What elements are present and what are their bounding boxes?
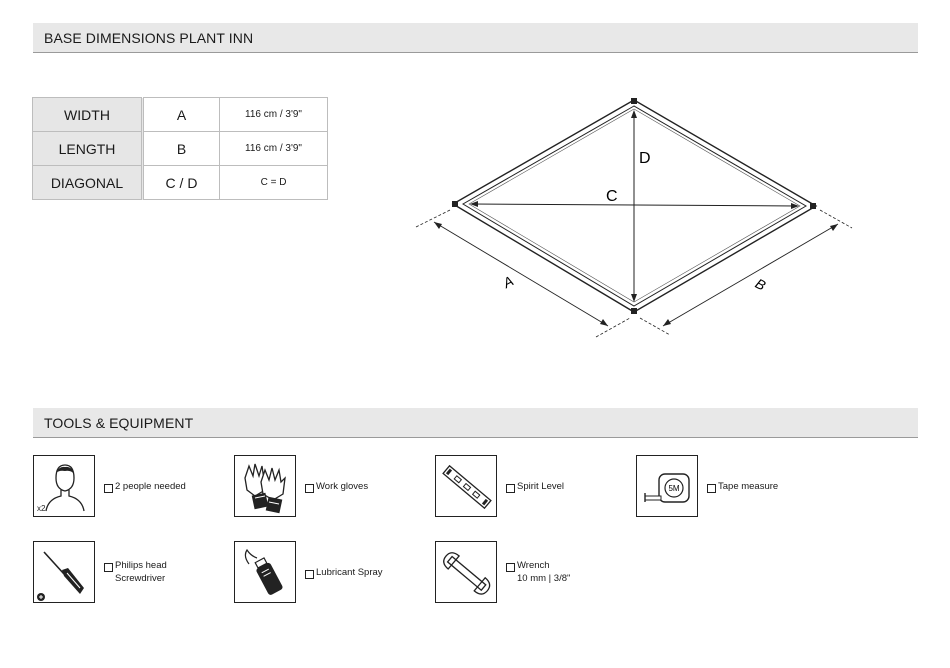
tools-equipment-header <box>33 408 918 438</box>
work-gloves-icon <box>235 456 297 518</box>
checkbox[interactable] <box>305 484 314 493</box>
section-title: TOOLS & EQUIPMENT <box>44 415 194 431</box>
table-row <box>33 132 328 166</box>
tool-icon-box <box>234 455 296 517</box>
diagram-label-b: B <box>752 275 769 294</box>
checkbox[interactable] <box>104 484 113 493</box>
dimension-label: LENGTH <box>33 132 143 166</box>
diagram-label-a: A <box>500 272 517 292</box>
diagram-label-d: D <box>639 150 651 167</box>
tool-label: 2 people needed <box>115 481 186 492</box>
tool-icon-box <box>33 541 95 603</box>
dimension-label: DIAGONAL <box>33 166 143 200</box>
dimensions-table <box>32 97 328 200</box>
spirit-level-icon <box>436 456 498 518</box>
tool-icon-box <box>435 541 497 603</box>
screwdriver-icon <box>34 542 96 604</box>
wrench-icon <box>436 542 498 604</box>
checkbox[interactable] <box>707 484 716 493</box>
checkbox[interactable] <box>305 570 314 579</box>
dimension-value: 116 cm / 3'9" <box>220 98 328 132</box>
tool-label: Lubricant Spray <box>316 567 383 578</box>
base-frame-diagram <box>408 90 858 345</box>
dimension-value: C = D <box>220 166 328 200</box>
checkbox[interactable] <box>506 563 515 572</box>
tool-icon-box <box>435 455 497 517</box>
tool-label-line2: Screwdriver <box>115 573 166 584</box>
dimension-value: 116 cm / 3'9" <box>220 132 328 166</box>
section-title: BASE DIMENSIONS PLANT INN <box>44 30 254 46</box>
checkbox[interactable] <box>506 484 515 493</box>
dimension-key: C / D <box>143 166 220 200</box>
diagram-label-c: C <box>606 188 618 205</box>
dimension-key: B <box>143 132 220 166</box>
tool-icon-box <box>234 541 296 603</box>
tool-label: Work gloves <box>316 481 369 492</box>
lubricant-spray-icon <box>235 542 297 604</box>
dimension-label: WIDTH <box>33 98 143 132</box>
tool-label: Tape measure <box>718 481 779 492</box>
table-row <box>33 98 328 132</box>
quantity-badge: x2 <box>37 504 46 513</box>
dimension-key: A <box>143 98 220 132</box>
tool-label-line2: 10 mm | 3/8" <box>517 573 571 584</box>
tool-label: Philips head <box>115 560 167 571</box>
tool-label: Wrench <box>517 560 550 571</box>
table-row <box>33 166 328 200</box>
tape-measure-label: 5M <box>668 484 680 493</box>
tape-measure-icon <box>637 456 699 518</box>
tool-label: Spirit Level <box>517 481 564 492</box>
tool-icon-box <box>636 455 698 517</box>
checkbox[interactable] <box>104 563 113 572</box>
tool-icon-box <box>33 455 95 517</box>
base-dimensions-header <box>33 23 918 53</box>
